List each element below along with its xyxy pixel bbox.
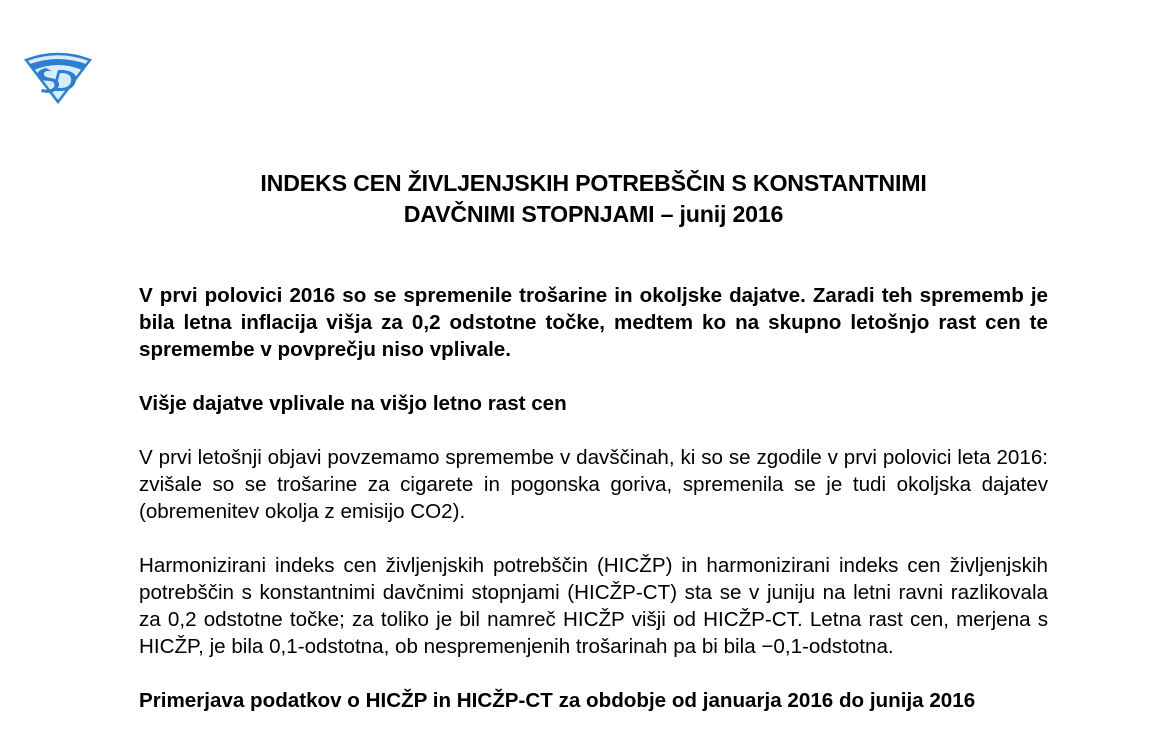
title-line-2: DAVČNIMI STOPNJAMI – junij 2016 [403,201,784,227]
sd-diamond-logo-icon [20,50,96,104]
document-title [100,168,1087,230]
paragraph-2: Harmonizirani indeks cen življenjskih potrebščin (HICŽP) in harmonizirani indeks cen življenjskih potrebščin s konstantnimi davčnimi stopnjami (HICŽP-CT) sta se v juniju na letni ravni razlikovala za 0,2 odstotne točke; za toliko je bil namreč HICŽP višji od HICŽP-CT. Letna rast cen, merjena s HICŽP, je bila 0,1-odstotna, ob nespremenjenih trošarinah pa bi bila −0,1-odstotna. [139,554,1048,658]
section-heading-2: Primerjava podatkov o HICŽP in HICŽP-CT za obdobje od januarja 2016 do junija 2016 [139,689,976,712]
sd-logo [20,50,96,104]
document-body [139,282,1048,714]
section-heading-1: Višje dajatve vplivale na višjo letno rast cen [139,392,567,415]
title-line-1: INDEKS CEN ŽIVLJENJSKIH POTREBŠČIN S KONSTANTNIMI [260,170,927,196]
paragraph-1: V prvi letošnji objavi povzemamo spremembe v davščinah, ki so se zgodile v prvi polovici leta 2016: zvišale so se trošarine za cigarete in pogonska goriva, spremenila se je tudi okoljska dajatev (obremenitev okolja z emisijo CO2). [139,446,1048,523]
intro-paragraph: V prvi polovici 2016 so se spremenile trošarine in okoljske dajatve. Zaradi teh sprememb je bila letna inflacija višja za 0,2 odstotne točke, medtem ko na skupno letošnjo rast cen te spremembe v povprečju niso vplivale. [139,284,1048,361]
